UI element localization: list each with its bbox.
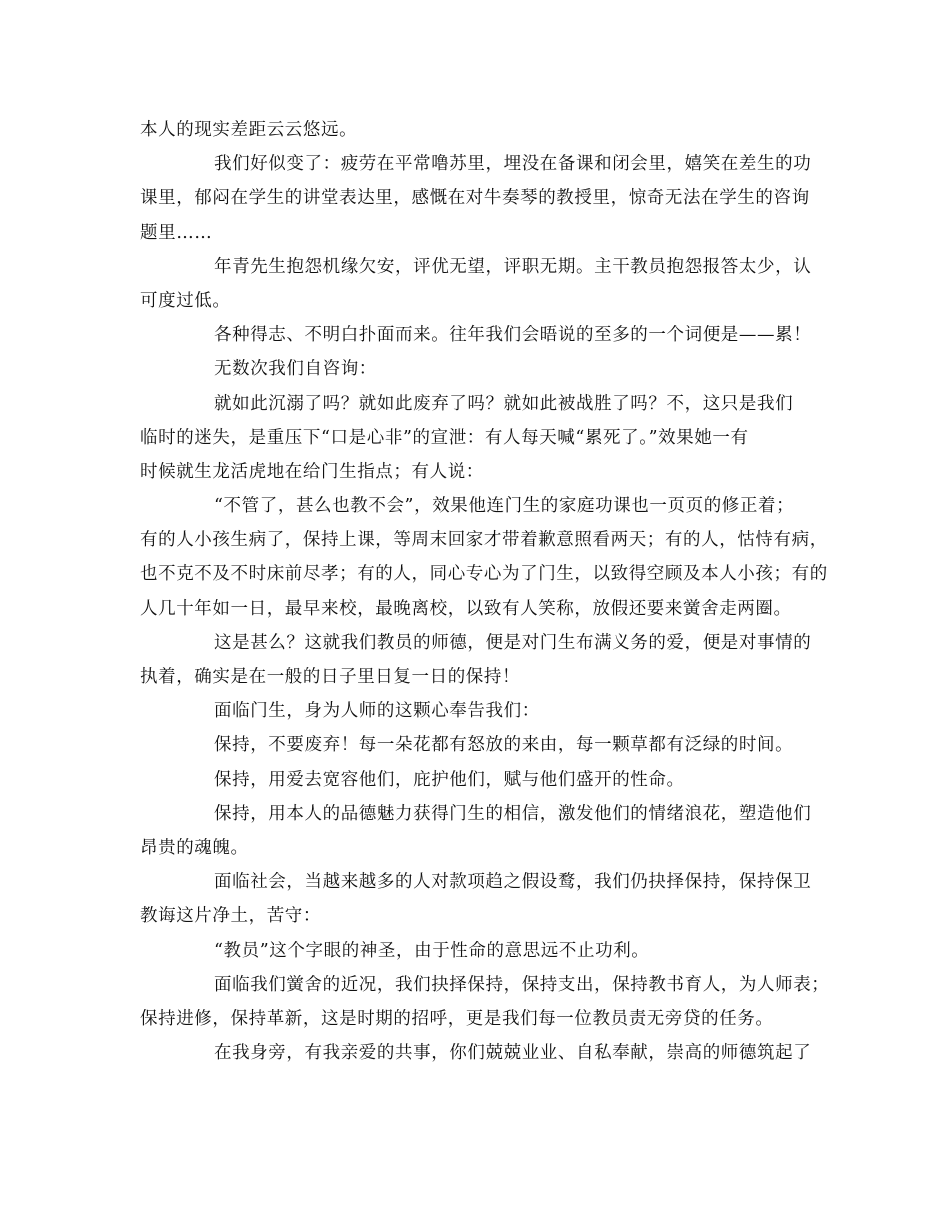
text-line: 有的人小孩生病了，保持上课，等周末回家才带着歉意照看两天；有的人，怙恃有病，	[140, 530, 828, 551]
text-line: 昂贵的魂魄。	[140, 837, 249, 858]
text-line: 临时的迷失，是重压下“口是心非”的宣泄：有人每天喊“累死了。”效果她一有	[140, 427, 749, 448]
text-line: 各种得志、不明白扑面而来。往年我们会晤说的至多的一个词便是——累！	[214, 325, 812, 346]
text-line: 也不克不及不时床前尽孝；有的人，同心专心为了门生，以致得空顾及本人小孩；有的	[140, 564, 828, 585]
text-line: 题里……	[140, 222, 213, 243]
text-line: 时候就生龙活虎地在给门生指点；有人说：	[140, 461, 484, 482]
text-line: 面临社会，当越来越多的人对款项趋之假设鹜，我们仍抉择保持，保持保卫	[214, 872, 812, 893]
text-line: 保持，用爱去宽容他们，庇护他们，赋与他们盛开的性命。	[214, 769, 685, 790]
text-line: 课里，郁闷在学生的讲堂表达里，感慨在对牛奏琴的教授里，惊奇无法在学生的咨询	[140, 188, 810, 209]
text-line: 人几十年如一日，最早来校，最晚离校，以致有人笑称，放假还要来黉舍走两圈。	[140, 598, 792, 619]
text-line: 可度过低。	[140, 290, 231, 311]
text-line: 面临门生，身为人师的这颗心奉告我们：	[214, 701, 540, 722]
text-line: 本人的现实差距云云悠远。	[140, 120, 358, 140]
text-line: 无数次我们自咨询：	[214, 359, 377, 380]
text-line: 保持，用本人的品德魅力获得门生的相信，激发他们的情绪浪花，塑造他们	[214, 803, 812, 824]
text-line: 执着，确实是在一般的日子里日复一日的保持！	[140, 667, 521, 687]
text-line: 保持进修，保持革新，这是时期的招呼，更是我们每一位教员责无旁贷的任务。	[140, 1008, 774, 1029]
text-line: 我们好似变了：疲劳在平常噜苏里，埋没在备课和闭会里，嬉笑在差生的功	[214, 154, 812, 175]
text-line: “不管了，甚么也教不会”，效果他连门生的家庭功课也一页页的修正着；	[214, 496, 795, 517]
text-line: 保持，不要废弃！每一朵花都有怒放的来由，每一颗草都有泛绿的时间。	[214, 735, 794, 756]
document-body	[140, 113, 830, 1070]
text-line: 教诲这片净土，苦守：	[140, 906, 321, 927]
text-line: 年青先生抱怨机缘欠安，评优无望，评职无期。主干教员抱怨报答太少，认	[214, 256, 812, 277]
text-line: 面临我们黉舍的近况，我们抉择保持，保持支出，保持教书育人，为人师表；	[214, 974, 830, 995]
text-line: 这是甚么？这就我们教员的师德，便是对门生布满义务的爱，便是对事情的	[214, 632, 812, 653]
text-line: 在我身旁，有我亲爱的共事，你们兢兢业业、自私奉献，崇高的师德筑起了	[214, 1043, 812, 1064]
text-line: 就如此沉溺了吗？就如此废弃了吗？就如此被战胜了吗？不，这只是我们	[214, 393, 794, 414]
text-line: “教员”这个字眼的神圣，由于性命的意思远不止功利。	[214, 940, 650, 961]
